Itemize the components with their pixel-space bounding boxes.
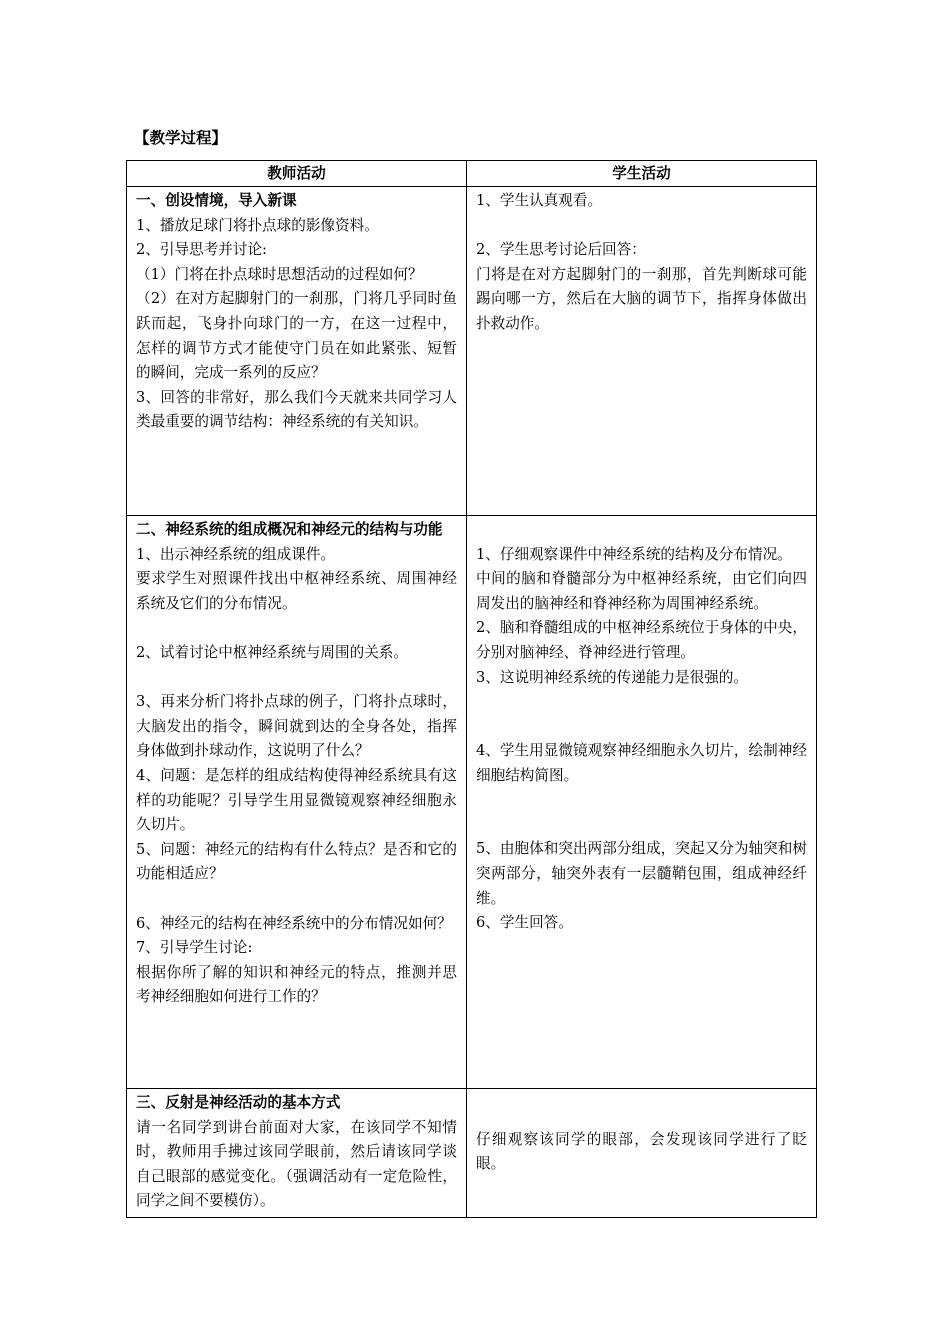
teacher-text: 1、出示神经系统的组成课件。 xyxy=(136,545,336,563)
teacher-text: 1、播放足球门将扑点球的影像资料。 xyxy=(136,216,379,234)
student-text: 1、仔细观察课件中神经系统的结构及分布情况。 xyxy=(476,545,792,563)
student-text: 3、这说明神经系统的传递能力是很强的。 xyxy=(476,668,748,686)
teacher-cell xyxy=(127,1089,467,1218)
student-cell xyxy=(467,1089,817,1218)
table-row xyxy=(127,516,817,1089)
section-title: 二、神经系统的组成概况和神经元的结构与功能 xyxy=(136,521,443,538)
table-row xyxy=(127,187,817,516)
teacher-text: 4、问题：是怎样的组成结构使得神经系统具有这样的功能呢？引导学生用显微镜观察神经细胞永久切片。 xyxy=(136,766,457,834)
student-cell xyxy=(467,516,817,1089)
teacher-text: 要求学生对照课件找出中枢神经系统、周围神经系统及它们的分布情况。 xyxy=(136,570,457,612)
student-text: 门将是在对方起脚射门的一刹那，首先判断球可能踢向哪一方，然后在大脑的调节下，指挥身体做出扑救动作。 xyxy=(476,265,807,332)
teacher-text: 2、试着讨论中枢神经系统与周围的关系。 xyxy=(136,643,408,661)
student-text: 5、由胞体和突出两部分组成，突起又分为轴突和树突两部分，轴突外表有一层髓鞘包围，组成神经纤维。 xyxy=(476,840,807,907)
teacher-text: 7、引导学生讨论: xyxy=(136,939,253,957)
teacher-text: （1）门将在扑点球时思想活动的过程如何？ xyxy=(136,265,423,283)
teacher-cell xyxy=(127,187,467,516)
student-text: 6、学生回答。 xyxy=(476,914,573,932)
teacher-activity-header: 教师活动 xyxy=(127,161,467,187)
teacher-text: （2）在对方起脚射门的一刹那，门将几乎同时鱼跃而起，飞身扑向球门的一方，在这一过程中，怎样的调节方式才能使守门员在如此紧张、短暂的瞬间，完成一系列的反应？ xyxy=(136,290,457,382)
student-text: 2、脑和脊髓组成的中枢神经系统位于身体的中央，分别对脑神经、脊神经进行管理。 xyxy=(476,619,807,661)
table-row xyxy=(127,1089,817,1218)
teacher-text: 6、神经元的结构在神经系统中的分布情况如何？ xyxy=(136,914,452,932)
student-text: 4、学生用显微镜观察神经细胞永久切片，绘制神经细胞结构简图。 xyxy=(476,742,807,784)
student-activity-header: 学生活动 xyxy=(467,161,817,187)
section-heading: 【教学过程】 xyxy=(134,129,228,147)
teaching-process-table xyxy=(126,160,817,1218)
teacher-text: 2、引导思考并讨论: xyxy=(136,241,267,259)
teacher-text: 5、问题：神经元的结构有什么特点？是否和它的功能相适应？ xyxy=(136,840,457,883)
section-title: 三、反射是神经活动的基本方式 xyxy=(136,1094,341,1111)
teacher-cell xyxy=(127,516,467,1089)
student-cell xyxy=(467,187,817,516)
section-title: 一、创设情境，导入新课 xyxy=(136,192,297,209)
student-text: 中间的脑和脊髓部分为中枢神经系统，由它们向四周发出的脑神经和脊神经称为周围神经系统。 xyxy=(476,570,807,612)
teacher-text: 请一名同学到讲台前面对大家，在该同学不知情时，教师用手拂过该同学眼前，然后请该同学谈自己眼部的感觉变化。（强调活动有一定危险性，同学之间不要模仿）。 xyxy=(136,1118,457,1210)
teacher-text: 根据你所了解的知识和神经元的特点，推测并思考神经细胞如何进行工作的？ xyxy=(136,963,457,1006)
student-text: 2、学生思考讨论后回答： xyxy=(476,241,646,259)
teacher-text: 3、再来分析门将扑点球的例子，门将扑点球时，大脑发出的指令，瞬间就到达的全身各处，指挥身体做到扑球动作，这说明了什么？ xyxy=(136,693,457,760)
teacher-text: 3、回答的非常好，那么我们今天就来共同学习人类最重要的调节结构：神经系统的有关知识。 xyxy=(136,388,457,431)
table-header-row xyxy=(127,161,817,187)
student-text: 仔细观察该同学的眼部，会发现该同学进行了眨眼。 xyxy=(476,1130,807,1173)
student-text: 1、学生认真观看。 xyxy=(476,192,603,209)
